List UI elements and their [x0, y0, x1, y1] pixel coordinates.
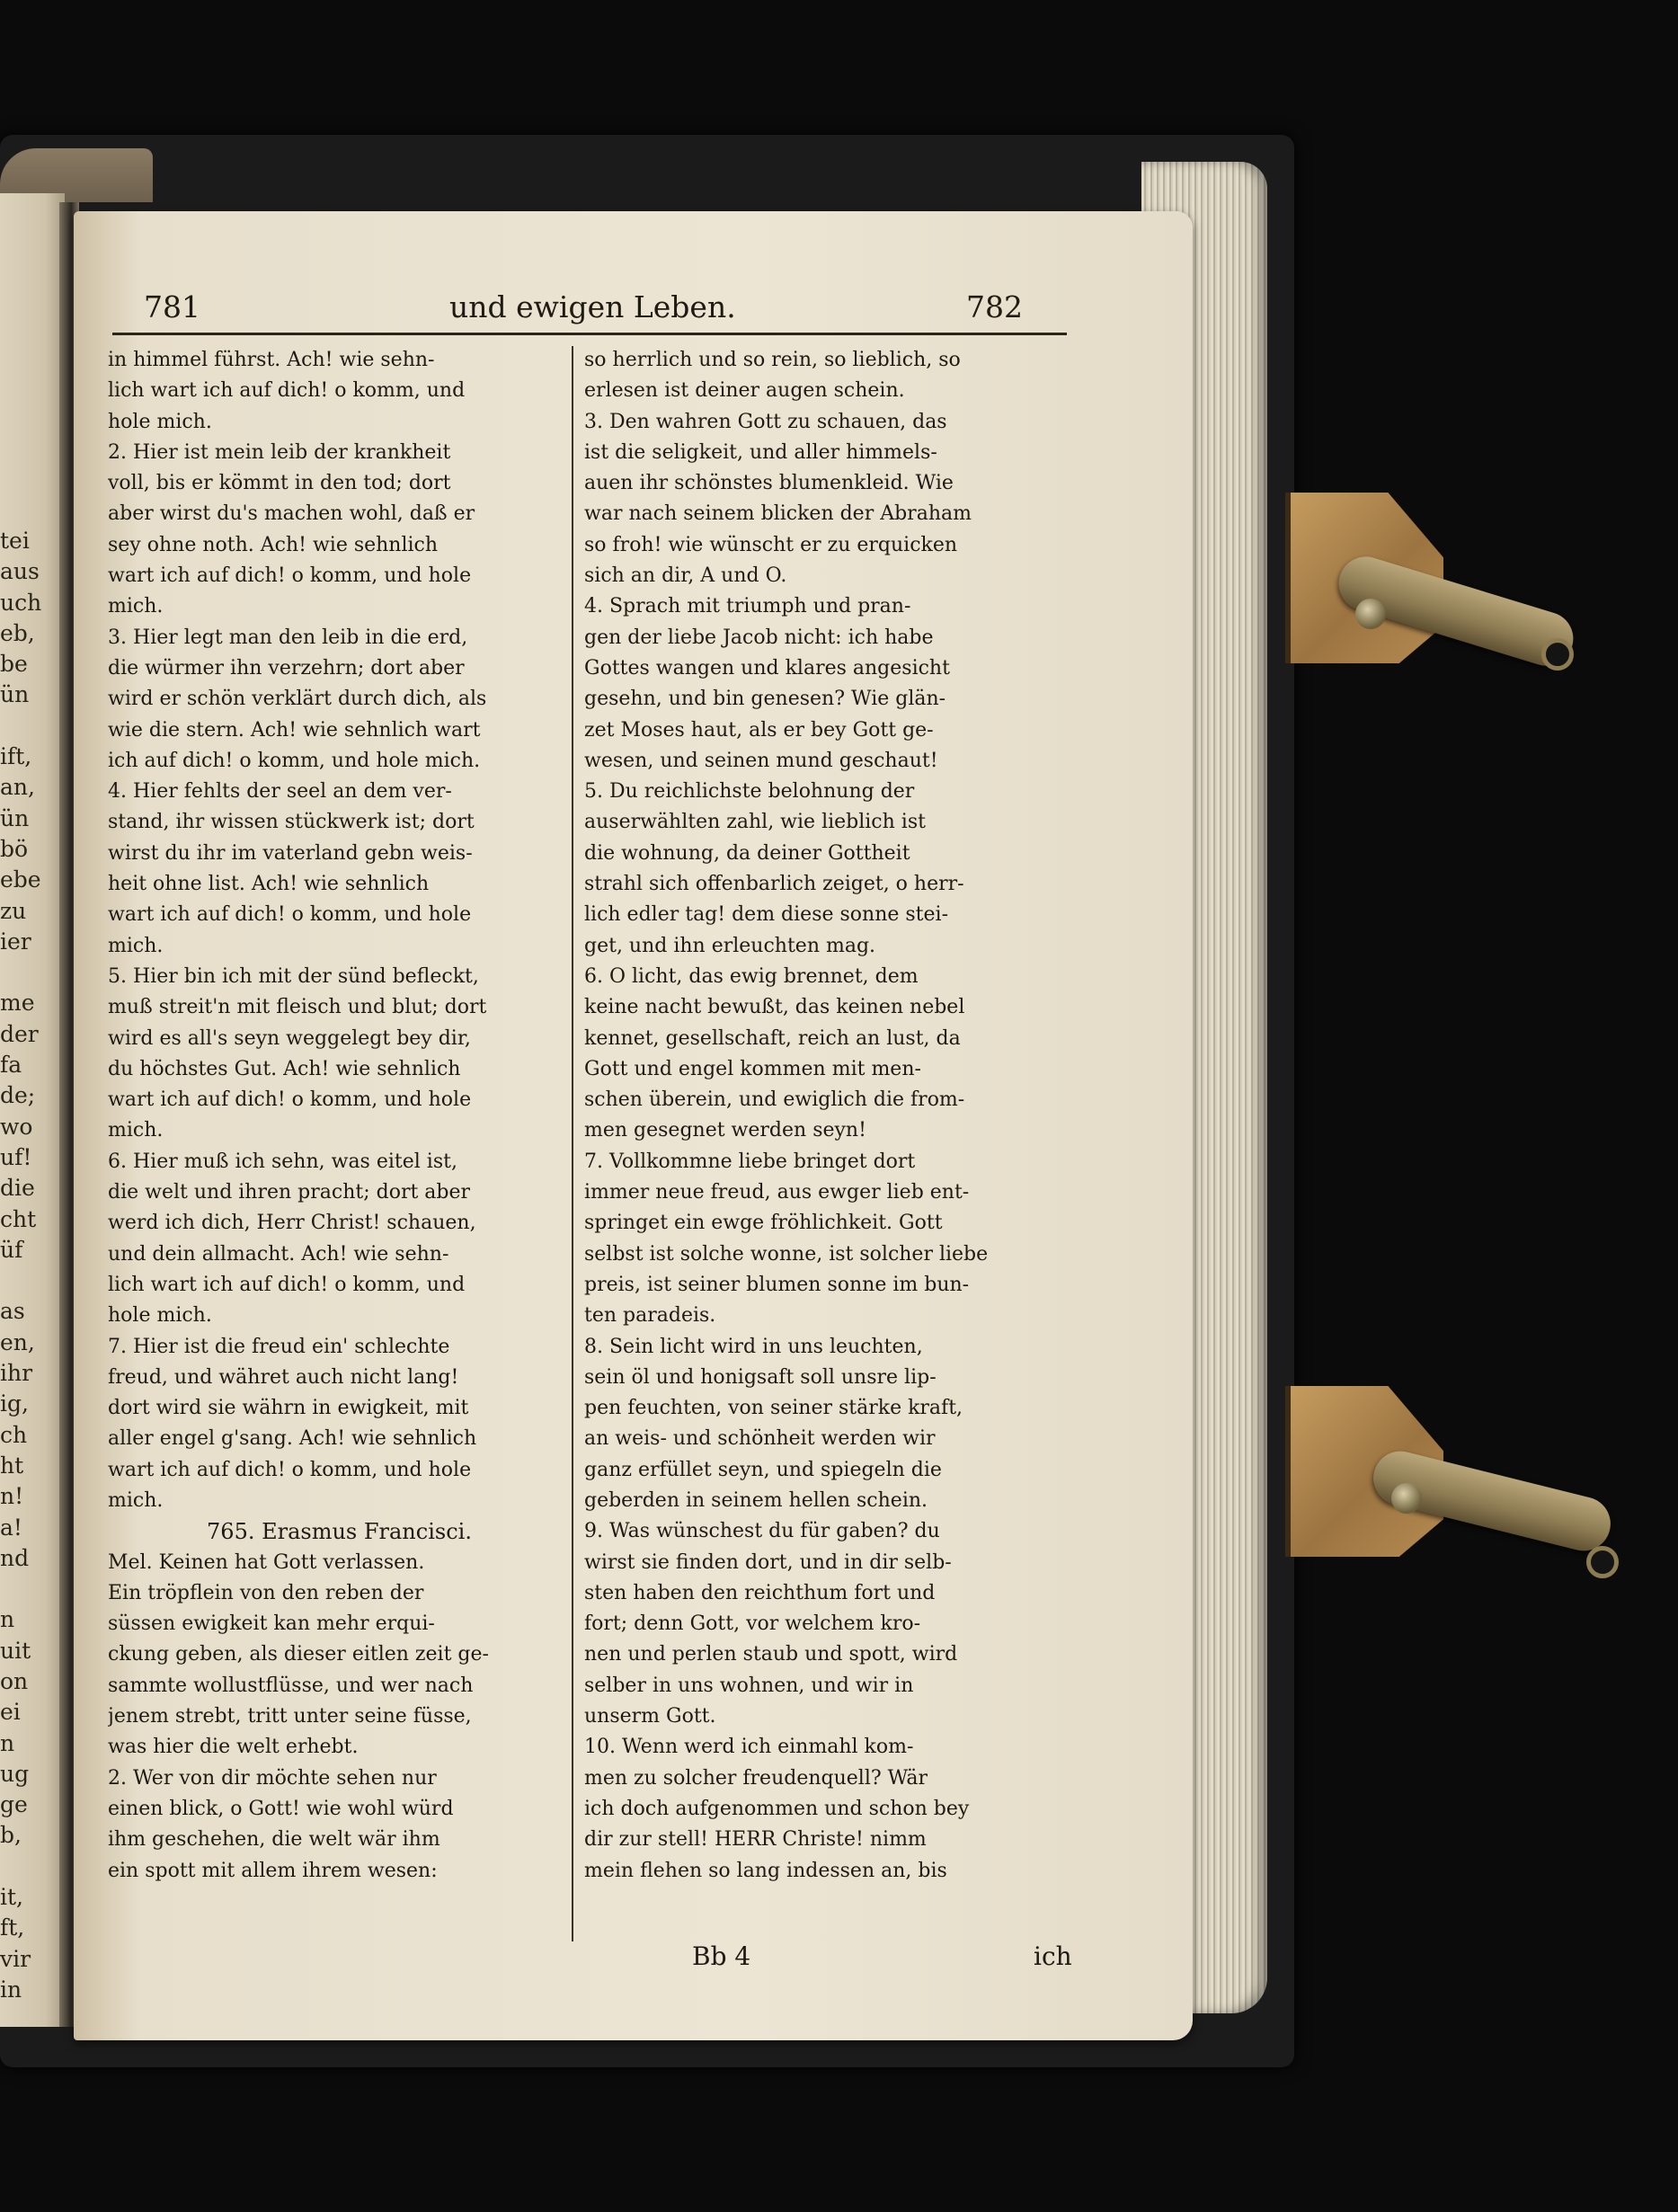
text-line: lich wart ich auf dich! o komm, und — [108, 379, 466, 403]
text-line: 5. Du reichlichste belohnung der — [584, 780, 915, 804]
text-line: die welt und ihren pracht; dort aber — [108, 1181, 471, 1204]
left-page-line: b, — [0, 1822, 22, 1849]
text-line: Gottes wangen und klares angesicht — [584, 656, 950, 680]
text-line: wirst du ihr im vaterland gebn weis- — [108, 841, 473, 865]
text-line: die wohnung, da deiner Gottheit — [584, 841, 910, 865]
strap-hole-icon — [1541, 638, 1574, 671]
text-line: mein flehen so lang indessen an, bis — [584, 1859, 947, 1882]
text-line: in himmel führst. Ach! wie sehn- — [108, 349, 435, 371]
text-line: get, und ihn erleuchten mag. — [584, 934, 876, 957]
text-line: 4. Sprach mit triumph und pran- — [584, 595, 911, 618]
text-column-right — [584, 345, 1047, 1887]
text-line: mich. — [108, 1119, 164, 1142]
strap-hole-icon — [1586, 1546, 1619, 1578]
text-line: was hier die welt erhebt. — [108, 1736, 359, 1759]
left-page-line: ch — [0, 1421, 28, 1448]
left-page-line: n — [0, 1606, 15, 1633]
hymn-title: 765. Erasmus Francisci. — [207, 1519, 472, 1545]
left-page-line: ebe — [0, 866, 41, 893]
text-line: stand, ihr wissen stückwerk ist; dort — [108, 811, 475, 834]
text-line: Ein tröpflein von den reben der — [108, 1581, 424, 1604]
left-page-line: zu — [0, 897, 27, 924]
signature-mark: Bb 4 — [692, 1941, 751, 1971]
text-line: nen und perlen staub und spott, wird — [584, 1643, 958, 1666]
hymn-melody: Mel. Keinen hat Gott verlassen. — [108, 1550, 425, 1574]
text-line: aber wirst du's machen wohl, daß er — [108, 502, 475, 526]
left-page-line: n! — [0, 1483, 24, 1510]
text-line: lich edler tag! dem diese sonne stei- — [584, 903, 949, 927]
text-line: 9. Was wünschest du für gaben? du — [584, 1520, 940, 1543]
left-page-line: ig, — [0, 1390, 29, 1417]
left-page-line: vir — [0, 1945, 31, 1972]
left-page-line: an, — [0, 774, 35, 801]
text-line: ich auf dich! o komm, und hole mich. — [108, 749, 481, 772]
text-line: preis, ist seiner blumen sonne im bun- — [584, 1273, 970, 1296]
text-line: 3. Hier legt man den leib in die erd, — [108, 626, 468, 649]
text-line: dort wird sie währn in ewigkeit, mit — [108, 1397, 469, 1420]
text-line: 7. Hier ist die freud ein' schlechte — [108, 1335, 450, 1358]
column-divider — [572, 346, 573, 1941]
left-page-line: uf! — [0, 1143, 32, 1170]
left-page-line: n — [0, 1729, 15, 1756]
left-page-line — [0, 1574, 63, 1604]
text-line: 7. Vollkommne liebe bringet dort — [584, 1150, 916, 1173]
text-line: dir zur stell! HERR Christe! nimm — [584, 1828, 927, 1852]
text-line: mich. — [108, 934, 164, 957]
text-line: jenem strebt, tritt unter seine füsse, — [108, 1705, 472, 1728]
left-page-line: a! — [0, 1514, 22, 1541]
text-line: wart ich auf dich! o komm, und hole — [108, 903, 472, 927]
text-line: 8. Sein licht wird in uns leuchten, — [584, 1335, 923, 1358]
text-line: war nach seinem blicken der Abraham — [584, 502, 972, 526]
left-page-line: ge — [0, 1791, 28, 1818]
left-page-line: ihr — [0, 1360, 33, 1387]
left-page-line: ift, — [0, 743, 32, 770]
text-line: muß streit'n mit fleisch und blut; dort — [108, 996, 487, 1019]
left-page-line: as — [0, 1298, 25, 1325]
left-page-line: de; — [0, 1082, 36, 1109]
text-line: Gott und engel kommen mit men- — [584, 1057, 921, 1080]
text-line: lich wart ich auf dich! o komm, und — [108, 1273, 466, 1296]
text-line: freud, und währet auch nicht lang! — [108, 1365, 459, 1389]
left-page-line: ier — [0, 928, 31, 955]
text-line: ckung geben, als dieser eitlen zeit ge- — [108, 1643, 489, 1666]
text-line: keine nacht bewußt, das keinen nebel — [584, 996, 965, 1019]
left-page-line: en, — [0, 1328, 35, 1355]
left-page-line: on — [0, 1667, 29, 1694]
rivet-icon — [1355, 599, 1386, 629]
text-line: 2. Hier ist mein leib der krankheit — [108, 440, 451, 464]
text-line: wart ich auf dich! o komm, und hole — [108, 564, 472, 588]
text-line: immer neue freud, aus ewger lieb ent- — [584, 1181, 970, 1204]
text-line: sey ohne noth. Ach! wie sehnlich — [108, 533, 439, 556]
text-line: 4. Hier fehlts der seel an dem ver- — [108, 780, 452, 804]
text-line: ist die seligkeit, und aller himmels- — [584, 440, 937, 464]
left-page-line: eb, — [0, 619, 35, 646]
left-page-line: tei — [0, 528, 30, 554]
text-line: wirst sie finden dort, und in dir selb- — [584, 1550, 952, 1574]
text-line: ihm geschehen, die welt wär ihm — [108, 1828, 440, 1852]
left-page-line: ht — [0, 1452, 24, 1479]
text-line: die würmer ihn verzehrn; dort aber — [108, 656, 465, 680]
text-line: kennet, gesellschaft, reich an lust, da — [584, 1026, 961, 1050]
text-line: gen der liebe Jacob nicht: ich habe — [584, 626, 934, 649]
left-page-line: it, — [0, 1884, 23, 1911]
text-line: strahl sich offenbarlich zeiget, o herr- — [584, 873, 964, 896]
text-line: sten haben den reichthum fort und — [584, 1581, 936, 1604]
left-page-line: uch — [0, 589, 42, 616]
left-page-line: fa — [0, 1052, 22, 1079]
text-line: süssen ewigkeit kan mehr erqui- — [108, 1612, 435, 1636]
text-line: sich an dir, A und O. — [584, 564, 787, 588]
text-line: erlesen ist deiner augen schein. — [584, 379, 905, 403]
text-line: wart ich auf dich! o komm, und hole — [108, 1088, 472, 1112]
left-page-line: ug — [0, 1760, 30, 1787]
text-line: springet ein ewge fröhlichkeit. Gott — [584, 1212, 943, 1235]
text-line: 6. O licht, das ewig brennet, dem — [584, 964, 919, 988]
text-line: men gesegnet werden seyn! — [584, 1119, 866, 1142]
text-line: 6. Hier muß ich sehn, was eitel ist, — [108, 1150, 457, 1173]
text-line: so froh! wie wünscht er zu erquicken — [584, 533, 958, 556]
text-line: schen überein, und ewiglich die from- — [584, 1088, 965, 1112]
left-page-line: in — [0, 1976, 22, 2003]
text-line: auen ihr schönstes blumenkleid. Wie — [584, 472, 954, 495]
running-title: und ewigen Leben. — [449, 289, 736, 324]
left-page-line: die — [0, 1175, 35, 1202]
text-line: und dein allmacht. Ach! wie sehn- — [108, 1242, 449, 1266]
text-line: mich. — [108, 595, 164, 618]
catchword: ich — [1034, 1941, 1072, 1971]
text-line: du höchstes Gut. Ach! wie sehnlich — [108, 1057, 461, 1080]
left-page-text — [0, 526, 63, 2005]
left-page-line — [0, 957, 63, 988]
left-page-line — [0, 1852, 63, 1882]
text-line: so herrlich und so rein, so lieblich, so — [584, 349, 961, 371]
text-line: werd ich dich, Herr Christ! schauen, — [108, 1212, 476, 1235]
text-line: pen feuchten, von seiner stärke kraft, — [584, 1397, 963, 1420]
page-number-right: 782 — [966, 289, 1023, 324]
text-column-left — [108, 345, 571, 1887]
left-page-line: ft, — [0, 1914, 25, 1941]
left-page-line: me — [0, 990, 35, 1017]
rivet-icon — [1391, 1483, 1422, 1514]
text-line: sein öl und honigsaft soll unsre lip- — [584, 1365, 937, 1389]
left-page-line: üf — [0, 1236, 23, 1263]
left-page-line: ün — [0, 681, 30, 708]
left-page-line: cht — [0, 1205, 37, 1232]
text-line: geberden in seinem hellen schein. — [584, 1488, 928, 1512]
left-page-line — [0, 1266, 63, 1296]
text-line: an weis- und schönheit werden wir — [584, 1427, 936, 1451]
text-line: mich. — [108, 1488, 164, 1512]
text-line: men zu solcher freudenquell? Wär — [584, 1766, 928, 1790]
text-line: ganz erfüllet seyn, und spiegeln die — [584, 1458, 942, 1481]
text-line: selbst ist solche wonne, ist solcher liebe — [584, 1242, 989, 1266]
left-page-line: ei — [0, 1699, 21, 1726]
left-page-line: be — [0, 651, 28, 678]
text-line: voll, bis er kömmt in den tod; dort — [108, 472, 451, 495]
text-line: 2. Wer von dir möchte sehen nur — [108, 1766, 437, 1790]
text-line: auserwählten zahl, wie lieblich ist — [584, 811, 926, 834]
text-line: wird es all's seyn weggelegt bey dir, — [108, 1026, 471, 1050]
text-line: 5. Hier bin ich mit der sünd befleckt, — [108, 964, 479, 988]
left-page — [0, 193, 65, 2027]
text-line: ten paradeis. — [584, 1304, 716, 1328]
text-line: einen blick, o Gott! wie wohl würd — [108, 1797, 454, 1820]
text-line: 3. Den wahren Gott zu schauen, das — [584, 410, 947, 433]
text-line: hole mich. — [108, 1304, 212, 1328]
text-line: wart ich auf dich! o komm, und hole — [108, 1458, 472, 1481]
page-number-left: 781 — [144, 289, 200, 324]
left-page-line: nd — [0, 1544, 30, 1571]
text-line: selber in uns wohnen, und wir in — [584, 1674, 914, 1697]
text-line: ein spott mit allem ihrem wesen: — [108, 1859, 438, 1882]
left-page-line: ün — [0, 804, 30, 831]
left-page-line: uit — [0, 1637, 31, 1664]
header-rule — [112, 333, 1067, 335]
text-line: heit ohne list. Ach! wie sehnlich — [108, 873, 430, 896]
text-line: aller engel g'sang. Ach! wie sehnlich — [108, 1427, 477, 1451]
text-line: ich doch aufgenommen und schon bey — [584, 1797, 970, 1820]
text-line: wie die stern. Ach! wie sehnlich wart — [108, 718, 481, 742]
left-page-line: bö — [0, 835, 29, 862]
left-page-line: aus — [0, 558, 40, 585]
text-line: unserm Gott. — [584, 1705, 716, 1728]
left-page-line: der — [0, 1020, 39, 1047]
left-page-line — [0, 711, 63, 742]
text-line: 10. Wenn werd ich einmahl kom- — [584, 1736, 914, 1759]
text-line: fort; denn Gott, vor welchem kro- — [584, 1612, 921, 1636]
text-line: wird er schön verklärt durch dich, als — [108, 688, 487, 711]
text-line: sammte wollustflüsse, und wer nach — [108, 1674, 474, 1697]
left-page-line: wo — [0, 1113, 33, 1140]
text-line: wesen, und seinen mund geschaut! — [584, 749, 938, 772]
text-line: zet Moses haut, als er bey Gott ge- — [584, 718, 934, 742]
text-line: gesehn, und bin genesen? Wie glän- — [584, 688, 946, 711]
text-line: hole mich. — [108, 410, 212, 433]
